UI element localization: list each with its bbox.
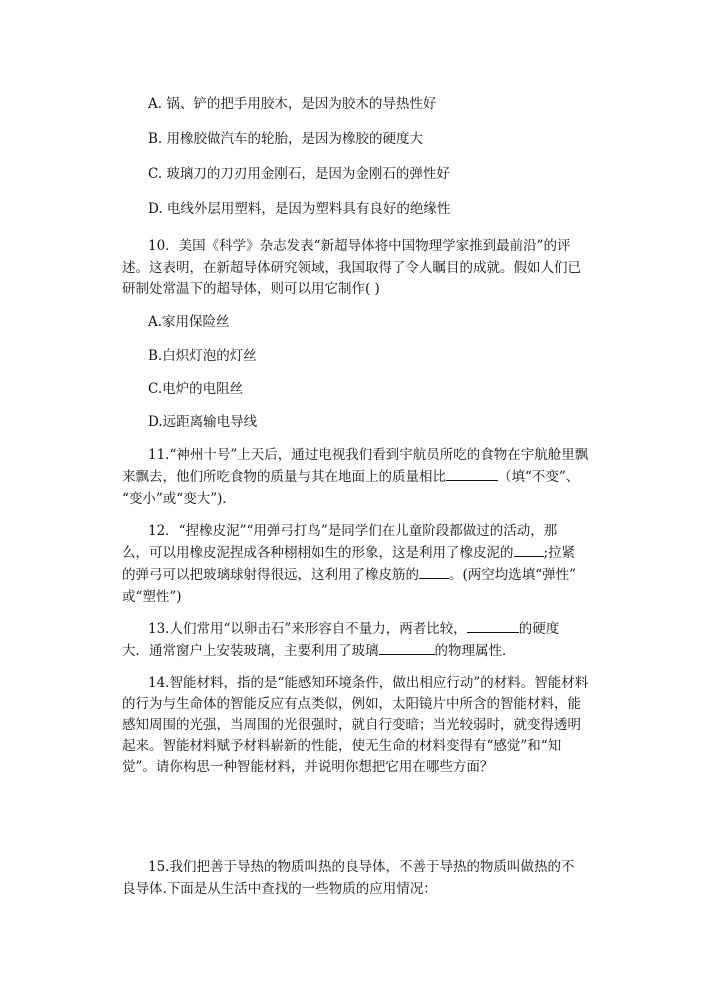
q15-line-1: 15.我们把善于导热的物质叫热的良导体，不善于导热的物质叫做热的不	[148, 859, 575, 875]
option-10a: A.家用保险丝	[148, 314, 230, 330]
option-10b: B.白炽灯泡的灯丝	[148, 348, 257, 364]
q13-line-2	[122, 642, 711, 660]
q11-line-1: 11.“神州十号”上天后，通过电视我们看到宇航员所吃的食物在宇航舱里飘	[148, 447, 589, 463]
q12-line-2-tail: ;拉紧	[543, 545, 576, 561]
answer-blank[interactable]	[446, 468, 498, 481]
q14-line-1: 14.智能材料，指的是“能感知环境条件，做出相应行动”的材料。智能材料	[148, 675, 589, 691]
q14-line-4: 起来。智能材料赋予材料崭新的性能，使无生命的材料变得有“感觉”和“知	[122, 738, 562, 754]
q10-line-3: 研制处常温下的超导体，则可以用它制作( )	[122, 281, 380, 297]
q15-line-2: 良导体.下面是从生活中查找的一些物质的应用情况：	[122, 881, 437, 897]
q12-line-2	[122, 544, 711, 562]
option-10d: D.远距离输电导线	[148, 414, 258, 430]
q12-line-2-text: 么，可以用橡皮泥捏成各种栩栩如生的形象，这是利用了橡皮泥的	[122, 545, 514, 561]
q11-line-2	[122, 468, 711, 486]
option-10c: C.电炉的电阻丝	[148, 381, 244, 397]
q10-line-2: 述。这表明，在新超导体研究领域，我国取得了令人瞩目的成就。假如人们已	[122, 260, 581, 276]
q11-line-3: “变小”或“变大”)．	[122, 491, 236, 507]
q14-line-5: 觉”。请你构思一种智能材料，并说明你想把它用在哪些方面？	[122, 759, 494, 775]
q11-line-2-text: 来飘去，他们所吃食物的质量与其在地面上的质量相比	[122, 469, 446, 485]
q13-line-1	[148, 620, 711, 638]
option-9b: B. 用橡胶做汽车的轮胎，是因为橡胶的硬度大	[148, 131, 424, 147]
q11-line-2-tail: （填“不变”、	[498, 469, 580, 485]
answer-blank[interactable]	[419, 566, 449, 579]
q10-line-1: 10．美国《科学》杂志发表“新超导体将中国物理学家推到最前沿”的评	[148, 238, 571, 254]
q14-line-3: 感知周围的光强，当周围的光很强时，就自行变暗；当光较弱时，就变得透明	[122, 717, 581, 733]
answer-blank[interactable]	[467, 620, 519, 633]
q14-line-2: 的行为与生命体的智能反应有点类似，例如，太阳镜片中所含的智能材料，能	[122, 696, 581, 712]
q12-line-1: 12．“捏橡皮泥”“用弹弓打鸟”是同学们在儿童阶段都做过的活动，那	[148, 523, 558, 539]
answer-blank[interactable]	[514, 544, 544, 557]
q13-line-2-tail: 的物理属性．	[434, 643, 516, 659]
answer-blank[interactable]	[379, 642, 435, 655]
q13-line-1-tail: 的硬度	[518, 621, 560, 637]
option-9c: C. 玻璃刀的刀刃用金刚石，是因为金刚石的弹性好	[148, 166, 450, 182]
q12-line-3	[122, 566, 711, 584]
q12-line-3-text: 的弹弓可以把玻璃球射得很远，这利用了橡皮筋的	[122, 567, 419, 583]
q13-line-1-text: 13.人们常用“以卵击石”来形容自不量力，两者比较，	[148, 621, 467, 637]
option-9a: A. 锅、铲的把手用胶木，是因为胶木的导热性好	[148, 96, 437, 112]
option-9d: D. 电线外层用塑料，是因为塑料具有良好的绝缘性	[148, 201, 451, 217]
q13-line-2-text: 大．通常窗户上安装玻璃，主要利用了玻璃	[122, 643, 379, 659]
q12-line-3-tail: 。(两空均选填“弹性”	[449, 567, 577, 583]
q12-line-4: 或“塑性”)	[122, 589, 182, 605]
